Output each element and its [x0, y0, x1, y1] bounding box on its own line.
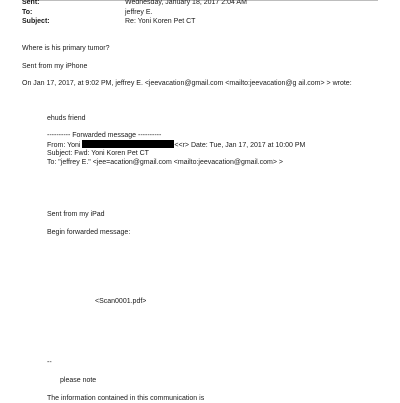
- body-ehuds-friend: ehuds friend: [47, 115, 86, 122]
- body-information: The information contained in this communication is: [47, 395, 205, 402]
- to-label: To:: [22, 9, 33, 16]
- body-on-date-wrote: On Jan 17, 2017, at 9:02 PM, jeffrey E. <jeevacation@gmail.com <mailto:jeevacation@g ail.com> > wrote:: [22, 80, 352, 87]
- sent-label: Sent:: [22, 0, 40, 6]
- attachment-name: <Scan0001.pdf>: [95, 298, 147, 305]
- body-question: Where is his primary tumor?: [22, 45, 110, 52]
- to-value: jeffrey E.: [125, 9, 153, 16]
- body-double-dash: --: [47, 359, 52, 366]
- forward-to: To: "jeffrey E." <jee=acation@gmail.com <mailto:jeevacation@gmail.com> >: [47, 159, 283, 166]
- forward-subject: Subject: Fwd: Yoni Koren Pet CT: [47, 150, 149, 157]
- redaction-block: [82, 140, 174, 148]
- subject-label: Subject:: [22, 18, 50, 25]
- forward-divider: ---------- Forwarded message ----------: [47, 132, 162, 139]
- sent-value: Wednesday, January 18, 2017 2:04 AM: [125, 0, 247, 6]
- body-begin-forwarded: Begin forwarded message:: [47, 229, 131, 236]
- body-sent-from-ipad: Sent from my iPad: [47, 211, 105, 218]
- body-sent-from-iphone: Sent from my iPhone: [22, 63, 88, 70]
- forward-from-rest: <<r> Date: Tue, Jan 17, 2017 at 10:00 PM: [174, 142, 306, 149]
- forward-from-label: From: Yoni: [47, 142, 81, 149]
- body-please-note: please note: [60, 377, 97, 384]
- subject-value: Re: Yoni Koren Pet CT: [125, 18, 196, 25]
